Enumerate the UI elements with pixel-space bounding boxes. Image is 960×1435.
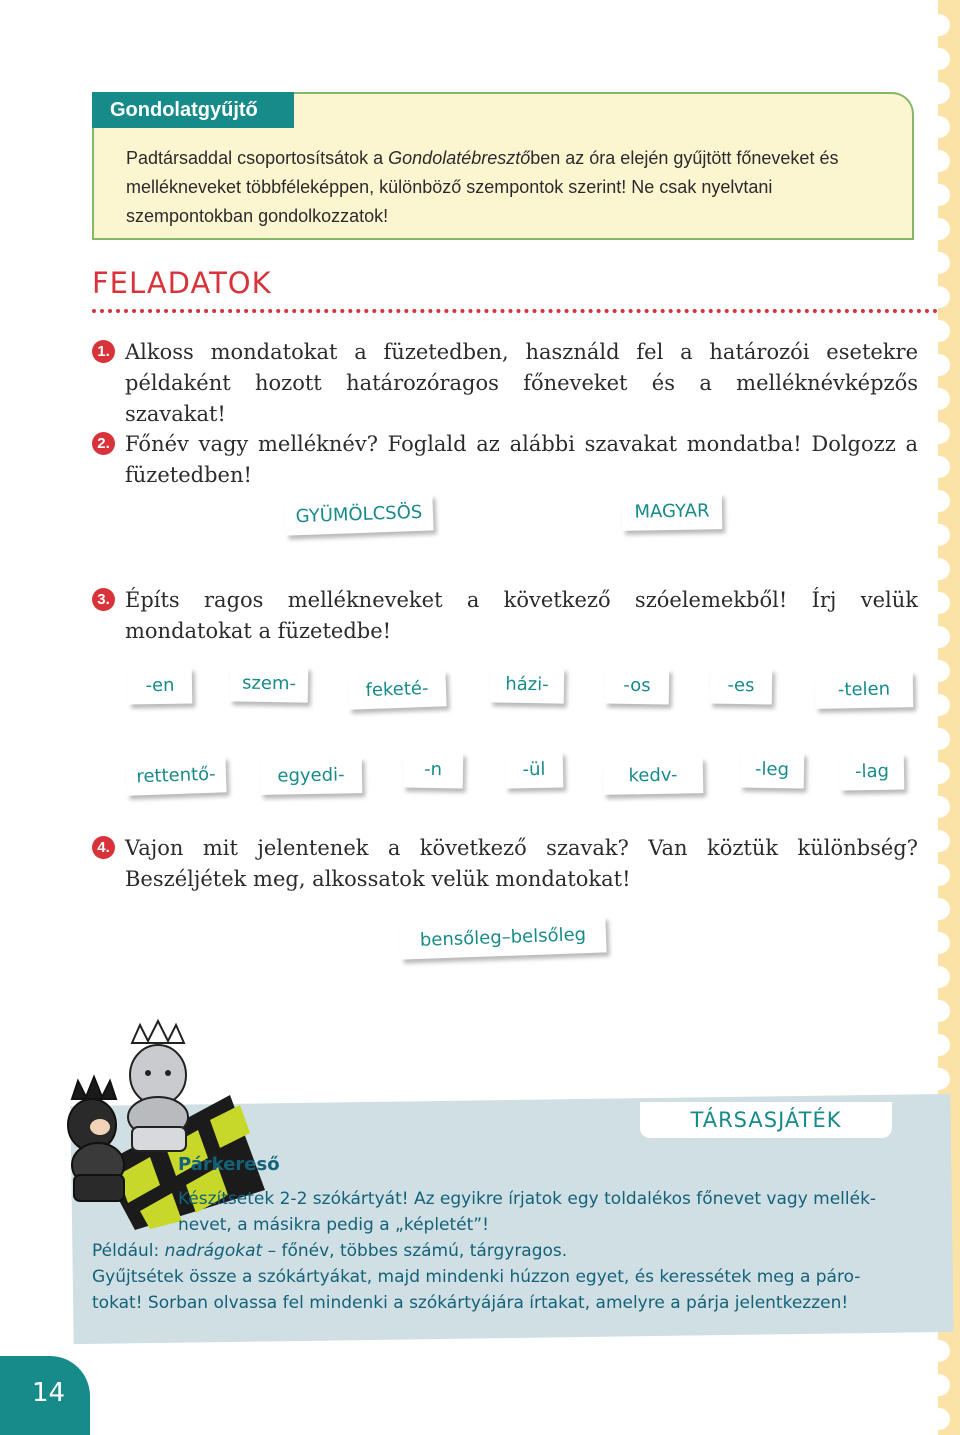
morpheme-card: egyedi- [260,757,363,795]
task-number: 2. [92,432,115,455]
morpheme-card: -es [710,667,773,704]
notebook-hole [928,728,950,750]
notebook-hole [928,456,950,478]
notebook-hole [928,524,950,546]
notebook-hole [928,864,950,886]
morpheme-card: szem- [230,665,309,702]
task-4 [92,833,918,895]
notebook-hole [928,1374,950,1396]
task-text: Alkoss mondatokat a füzetedben, használd fel a határozói esetekre példaként hozott határozóragos főneveket és a melléknévképzős szavakat! [125,340,918,426]
game-example-line [92,1238,567,1264]
black-queen-piece [68,1077,124,1201]
notebook-hole [928,218,950,240]
idea-box-text [126,144,896,231]
notebook-hole [928,626,950,648]
idea-text-start: Padtársaddal csoportosítsátok a [126,148,389,168]
notebook-hole [928,660,950,682]
word-card: bensőleg–belsőleg [399,916,606,959]
notebook-hole [928,1408,950,1430]
notebook-hole [928,1068,950,1090]
task-text: Főnév vagy melléknév? Foglald az alábbi szavakat mondatba! Dolgozz a füzetedben! [125,432,918,487]
notebook-hole [928,966,950,988]
notebook-hole [928,14,950,36]
notebook-hole [928,1034,950,1056]
morpheme-card: -lag [840,753,905,790]
task-2 [92,429,918,491]
notebook-hole [928,490,950,512]
morpheme-card: házi- [490,666,565,703]
morpheme-card: -ül [505,751,564,788]
notebook-hole [928,558,950,580]
game-example-prefix: Például: [92,1241,165,1261]
game-tab-label: TÁRSASJÁTÉK [640,1102,892,1138]
notebook-hole [928,422,950,444]
task-number: 1. [92,340,115,363]
notebook-hole [928,82,950,104]
word-card: MAGYAR [622,493,723,531]
game-title: Párkereső [178,1154,280,1175]
game-text-line: nevet, a másikra pedig a „képletét”! [178,1215,489,1235]
notebook-hole [928,694,950,716]
word-card: GYÜMÖLCSÖS [284,494,433,535]
tasks-divider [92,309,938,313]
notebook-hole [928,762,950,784]
morpheme-card: rettentő- [125,756,226,795]
morpheme-card: -en [128,667,193,704]
idea-box-heading: Gondolatgyűjtő [92,92,294,128]
idea-text-italic: Gondolatébresztő [388,148,531,168]
notebook-hole [928,898,950,920]
morpheme-card: -os [605,667,670,704]
morpheme-card: -telen [815,671,914,709]
notebook-hole [928,932,950,954]
game-text-line: Gyűjtsétek össze a szókártyákat, majd mindenki húzzon egyet, és keressétek meg a páro- [92,1267,861,1287]
notebook-hole [928,830,950,852]
notebook-hole [928,286,950,308]
notebook-hole [928,184,950,206]
notebook-hole [928,354,950,376]
notebook-hole [928,320,950,342]
game-text-line: tokat! Sorban olvassa fel mindenki a szókártyájára írtakat, amelyre a párja jelentkezzen! [92,1293,849,1313]
notebook-hole [928,252,950,274]
morpheme-card: -leg [740,751,805,788]
notebook-hole [928,150,950,172]
page-number: 14 [32,1378,66,1408]
notebook-hole [928,116,950,138]
morpheme-card: kedv- [603,757,704,795]
task-text: Vajon mit jelentenek a következő szavak? Van köztük különbség? Beszéljétek meg, alkossatok velük mondatokat! [125,836,918,891]
task-3 [92,585,918,647]
task-text: Építs ragos mellékneveket a következő szóelemekből! Írj velük mondatokat a füzetedbe! [125,588,918,643]
game-text-line: Készítsetek 2-2 szókártyát! Az egyikre írjatok egy toldalékos főnevet vagy mellék- [178,1189,877,1209]
notebook-hole [928,796,950,818]
idea-text-end: ben az óra elején gyűjtött főneveket és mellékneveket többféleképpen, különböző szempontok szerint! Ne csak nyelvtani szempontokban gondolkozzatok! [126,148,839,226]
notebook-hole [928,1340,950,1362]
game-example-word: nadrágokat [164,1241,263,1261]
task-number: 4. [92,836,115,859]
notebook-hole [928,1000,950,1022]
notebook-hole [928,48,950,70]
morpheme-card: -n [403,751,464,788]
task-1 [92,337,918,430]
notebook-hole [928,592,950,614]
morpheme-card: feketé- [347,670,446,709]
tasks-heading: FELADATOK [92,266,272,300]
white-queen-piece [128,1021,188,1151]
task-number: 3. [92,588,115,611]
game-example-suffix: – főnév, többes számú, tárgyragos. [262,1241,568,1261]
notebook-hole [928,388,950,410]
